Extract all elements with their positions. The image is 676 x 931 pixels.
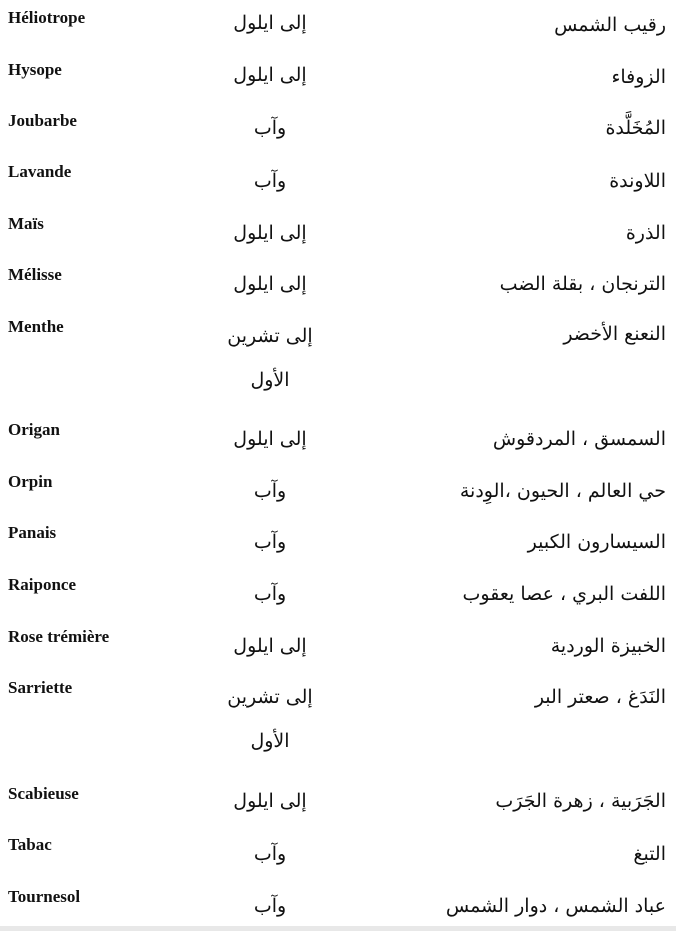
- latin-name: Hysope: [8, 60, 62, 79]
- arabic-name: النَدَغ ، صعتر البر: [534, 686, 666, 708]
- period-line: وآب: [253, 583, 287, 605]
- period-text: [200, 686, 340, 752]
- period-text: [200, 531, 340, 553]
- period-text: [200, 117, 340, 139]
- latin-name: Joubarbe: [8, 111, 77, 130]
- period-line: وآب: [253, 480, 287, 502]
- period-text: [200, 583, 340, 605]
- latin-name: Maïs: [8, 214, 44, 233]
- arabic-name: الخبيزة الوردية: [550, 635, 666, 657]
- latin-name: Rose trémière: [8, 627, 110, 646]
- period-text: [200, 843, 340, 865]
- latin-name: Sarriette: [8, 678, 73, 697]
- period-line: الأول: [250, 369, 290, 391]
- period-line: إلى ايلول: [233, 635, 307, 657]
- arabic-name: الترنجان ، بقلة الضب: [499, 273, 666, 295]
- arabic-name: التبغ: [633, 843, 666, 865]
- period-text: [200, 480, 340, 502]
- period-text: [200, 222, 340, 244]
- period-line: وآب: [253, 843, 287, 865]
- period-line: إلى تشرين: [227, 686, 313, 708]
- period-line: وآب: [253, 895, 287, 917]
- period-line: إلى تشرين: [227, 325, 313, 347]
- arabic-name: المُخَلَّدة: [605, 117, 666, 139]
- period-text: [200, 273, 340, 295]
- latin-name: Héliotrope: [8, 8, 86, 27]
- period-line: إلى ايلول: [233, 222, 307, 244]
- latin-name: Tournesol: [8, 887, 81, 906]
- arabic-name: حي العالم ، الحيون ،الوِدنة: [459, 480, 666, 502]
- arabic-name: الزوفاء: [611, 66, 666, 88]
- arabic-name: عباد الشمس ، دوار الشمس: [445, 895, 666, 917]
- period-line: إلى ايلول: [233, 64, 307, 86]
- latin-name: Panais: [8, 523, 57, 542]
- latin-name: Menthe: [8, 317, 64, 336]
- period-line: إلى ايلول: [233, 273, 307, 295]
- period-text: [200, 428, 340, 450]
- latin-name: Orpin: [8, 472, 53, 491]
- period-text: [200, 170, 340, 192]
- period-line: إلى ايلول: [233, 428, 307, 450]
- arabic-name: النعنع الأخضر: [563, 323, 666, 345]
- period-text: [200, 64, 340, 86]
- latin-name: Mélisse: [8, 265, 62, 284]
- arabic-name: الذرة: [625, 222, 666, 244]
- period-line: إلى ايلول: [233, 12, 307, 34]
- arabic-name: السمسق ، المردقوش: [492, 428, 666, 450]
- period-text: [200, 12, 340, 34]
- period-text: [200, 325, 340, 391]
- latin-name: Tabac: [8, 835, 52, 854]
- arabic-name: اللاوندة: [609, 170, 666, 192]
- period-line: وآب: [253, 117, 287, 139]
- latin-name: Origan: [8, 420, 60, 439]
- arabic-name: السيسارون الكبير: [527, 531, 666, 553]
- arabic-name: الجَرَبية ، زهرة الجَرَب: [495, 790, 666, 812]
- period-text: [200, 895, 340, 917]
- latin-name: Lavande: [8, 162, 72, 181]
- period-line: وآب: [253, 170, 287, 192]
- period-line: إلى ايلول: [233, 790, 307, 812]
- period-text: [200, 790, 340, 812]
- arabic-name: اللفت البري ، عصا يعقوب: [462, 583, 666, 605]
- period-line: وآب: [253, 531, 287, 553]
- latin-name: Scabieuse: [8, 784, 79, 803]
- latin-name: Raiponce: [8, 575, 76, 594]
- arabic-name: رقيب الشمس: [554, 14, 666, 36]
- period-text: [200, 635, 340, 657]
- period-line: الأول: [250, 730, 290, 752]
- page-bottom-edge: [0, 926, 676, 931]
